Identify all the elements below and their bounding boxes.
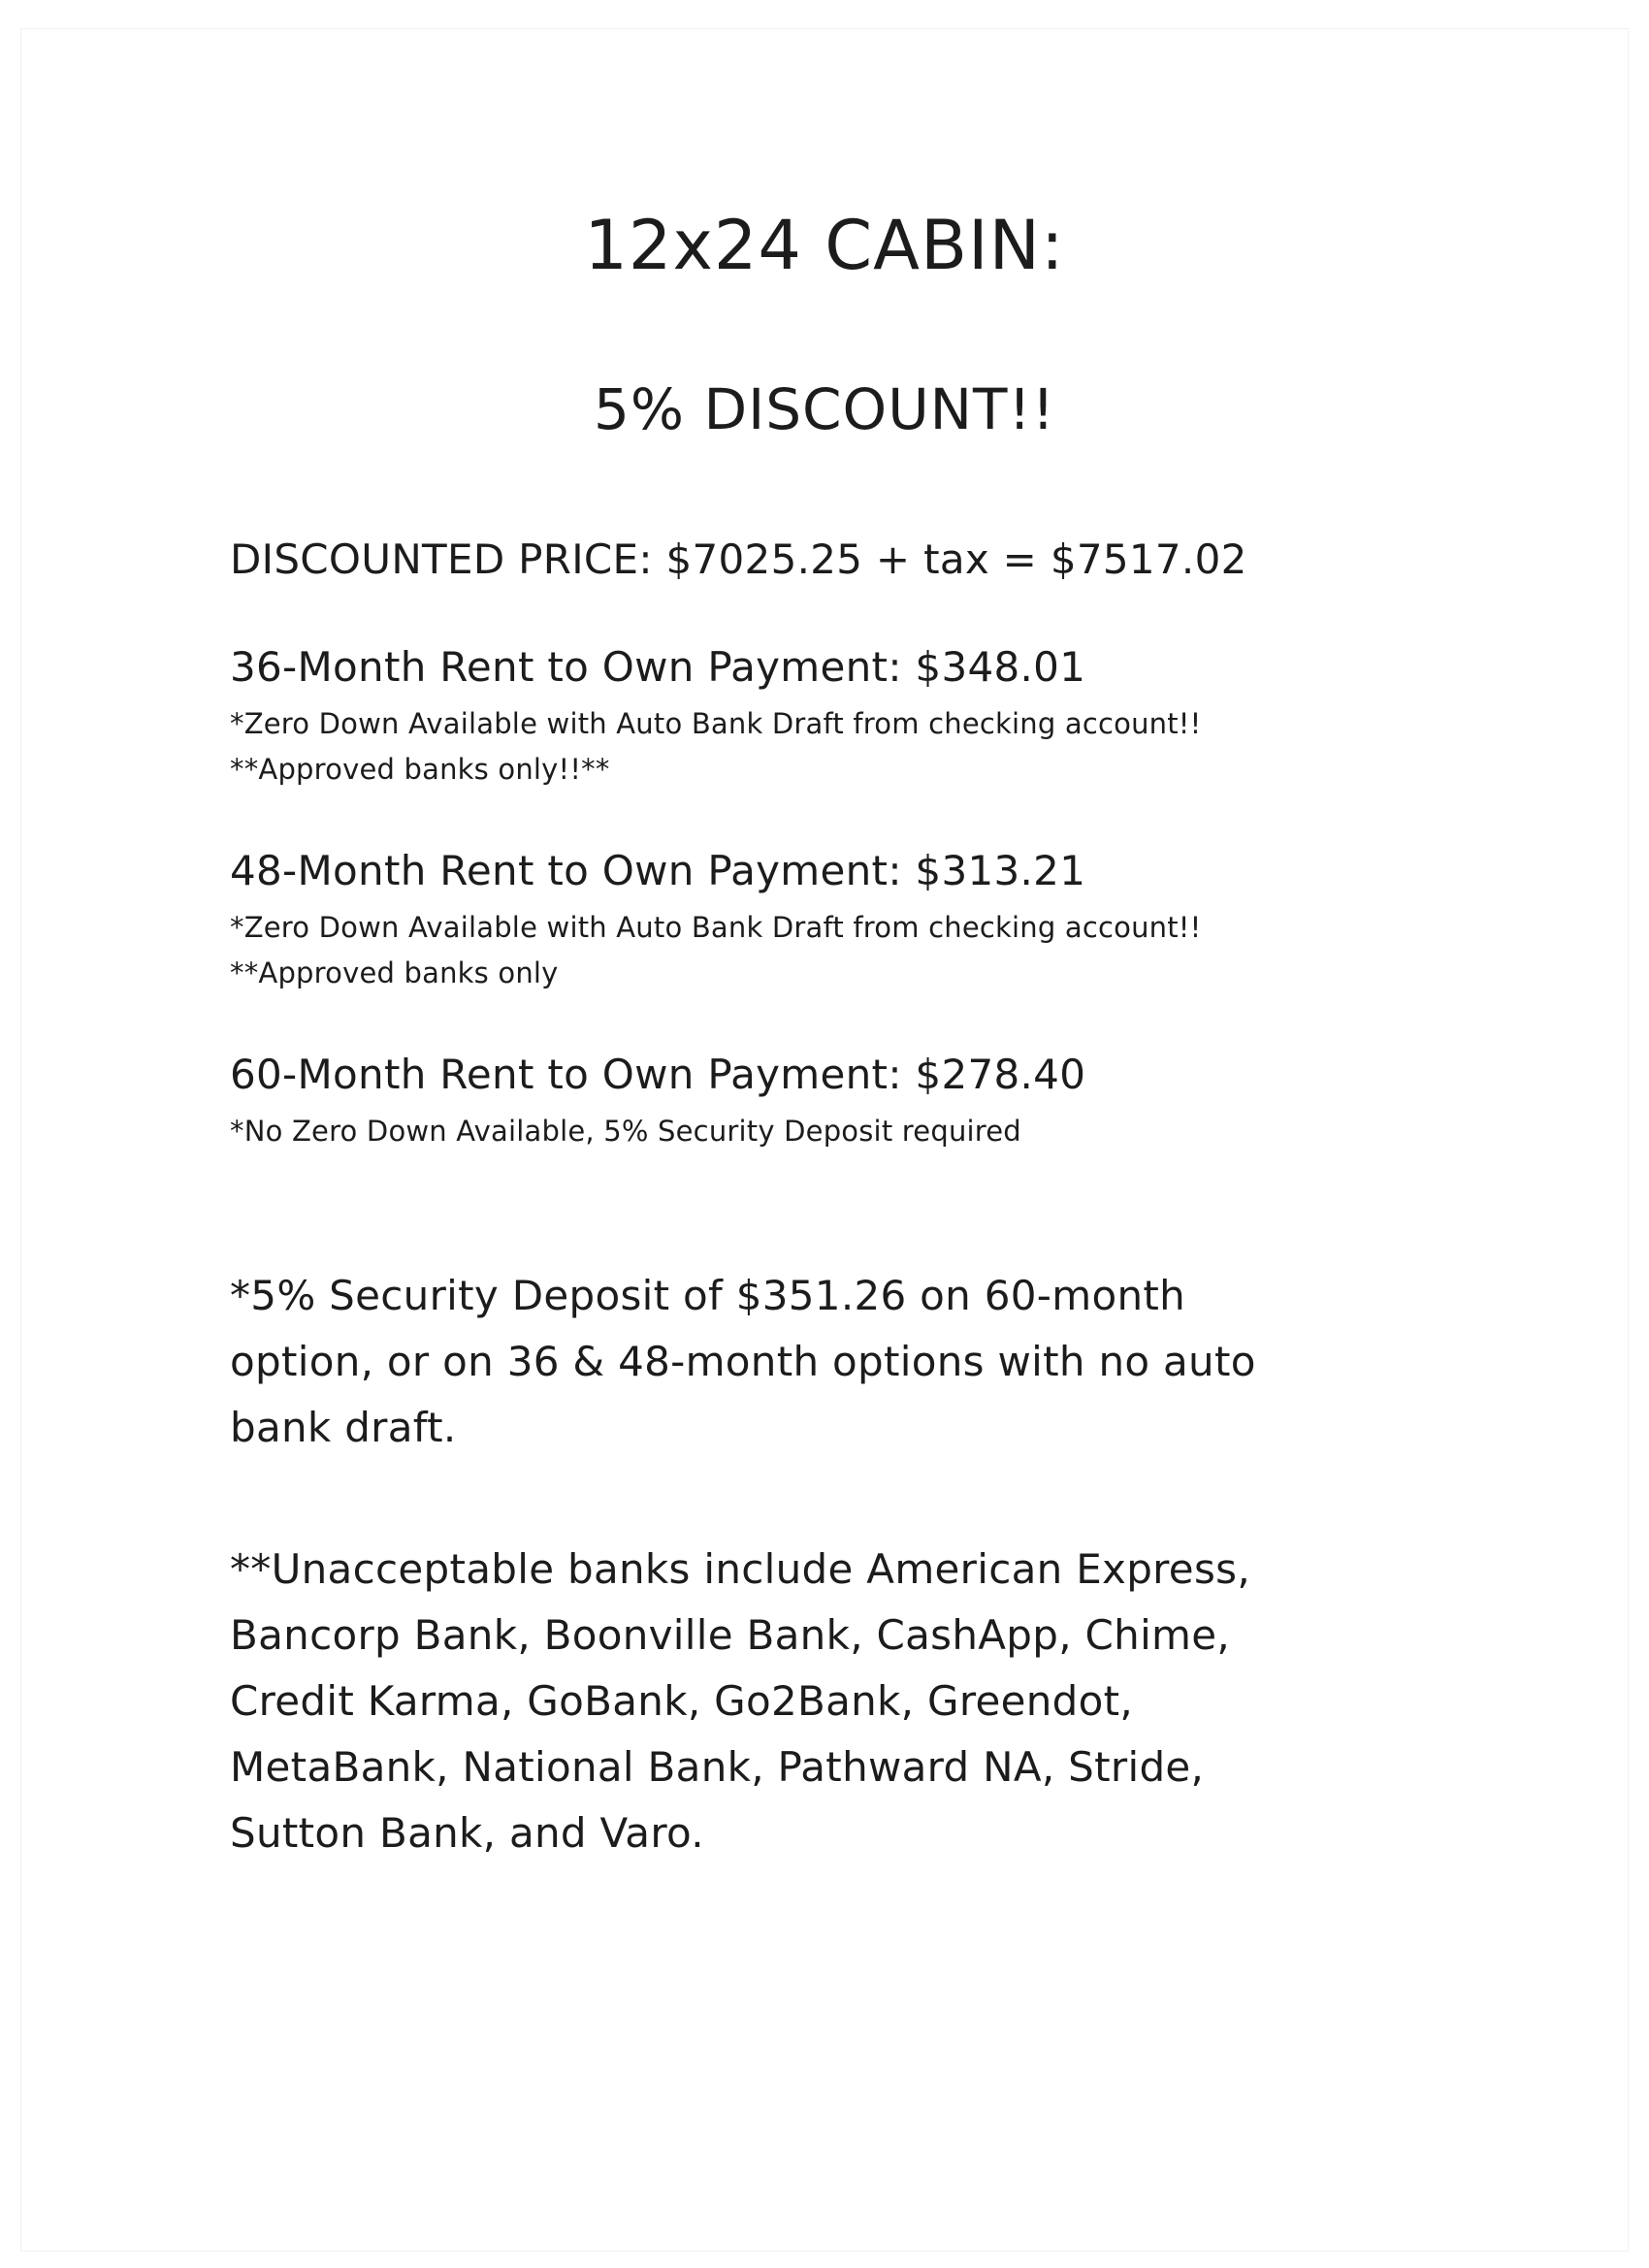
option-60-note-1: *No Zero Down Available, 5% Security Deposit required: [230, 1115, 1021, 1148]
banks-line: Credit Karma, GoBank, Go2Bank, Greendot,: [230, 1677, 1134, 1725]
banks-line: Sutton Bank, and Varo.: [230, 1809, 704, 1857]
deposit-line: bank draft.: [230, 1404, 457, 1451]
document-title: 12x24 CABIN:: [584, 206, 1065, 285]
option-36-note-1: *Zero Down Available with Auto Bank Draft from checking account!!: [230, 707, 1202, 740]
discount-heading: 5% DISCOUNT!!: [594, 376, 1055, 442]
security-deposit-paragraph: [230, 1263, 1433, 1461]
banks-line: Bancorp Bank, Boonville Bank, CashApp, Chime,: [230, 1611, 1231, 1659]
unacceptable-banks-paragraph: [230, 1537, 1433, 1866]
banks-line: **Unacceptable banks include American Express,: [230, 1545, 1250, 1593]
deposit-line: option, or on 36 & 48-month options with no auto: [230, 1338, 1256, 1385]
option-48-heading: 48-Month Rent to Own Payment: $313.21: [230, 847, 1086, 894]
deposit-line: *5% Security Deposit of $351.26 on 60-month: [230, 1272, 1186, 1319]
option-36-heading: 36-Month Rent to Own Payment: $348.01: [230, 643, 1086, 691]
option-36-month: [230, 643, 1202, 793]
option-48-note-2: **Approved banks only: [230, 956, 559, 989]
discounted-price-line: DISCOUNTED PRICE: $7025.25 + tax = $7517.02: [230, 535, 1247, 583]
option-48-note-1: *Zero Down Available with Auto Bank Draft from checking account!!: [230, 911, 1202, 944]
option-60-heading: 60-Month Rent to Own Payment: $278.40: [230, 1051, 1086, 1098]
option-36-note-2: **Approved banks only!!**: [230, 753, 610, 786]
option-48-month: [230, 847, 1202, 996]
option-60-month: [230, 1051, 1086, 1154]
banks-line: MetaBank, National Bank, Pathward NA, Stride,: [230, 1743, 1205, 1791]
